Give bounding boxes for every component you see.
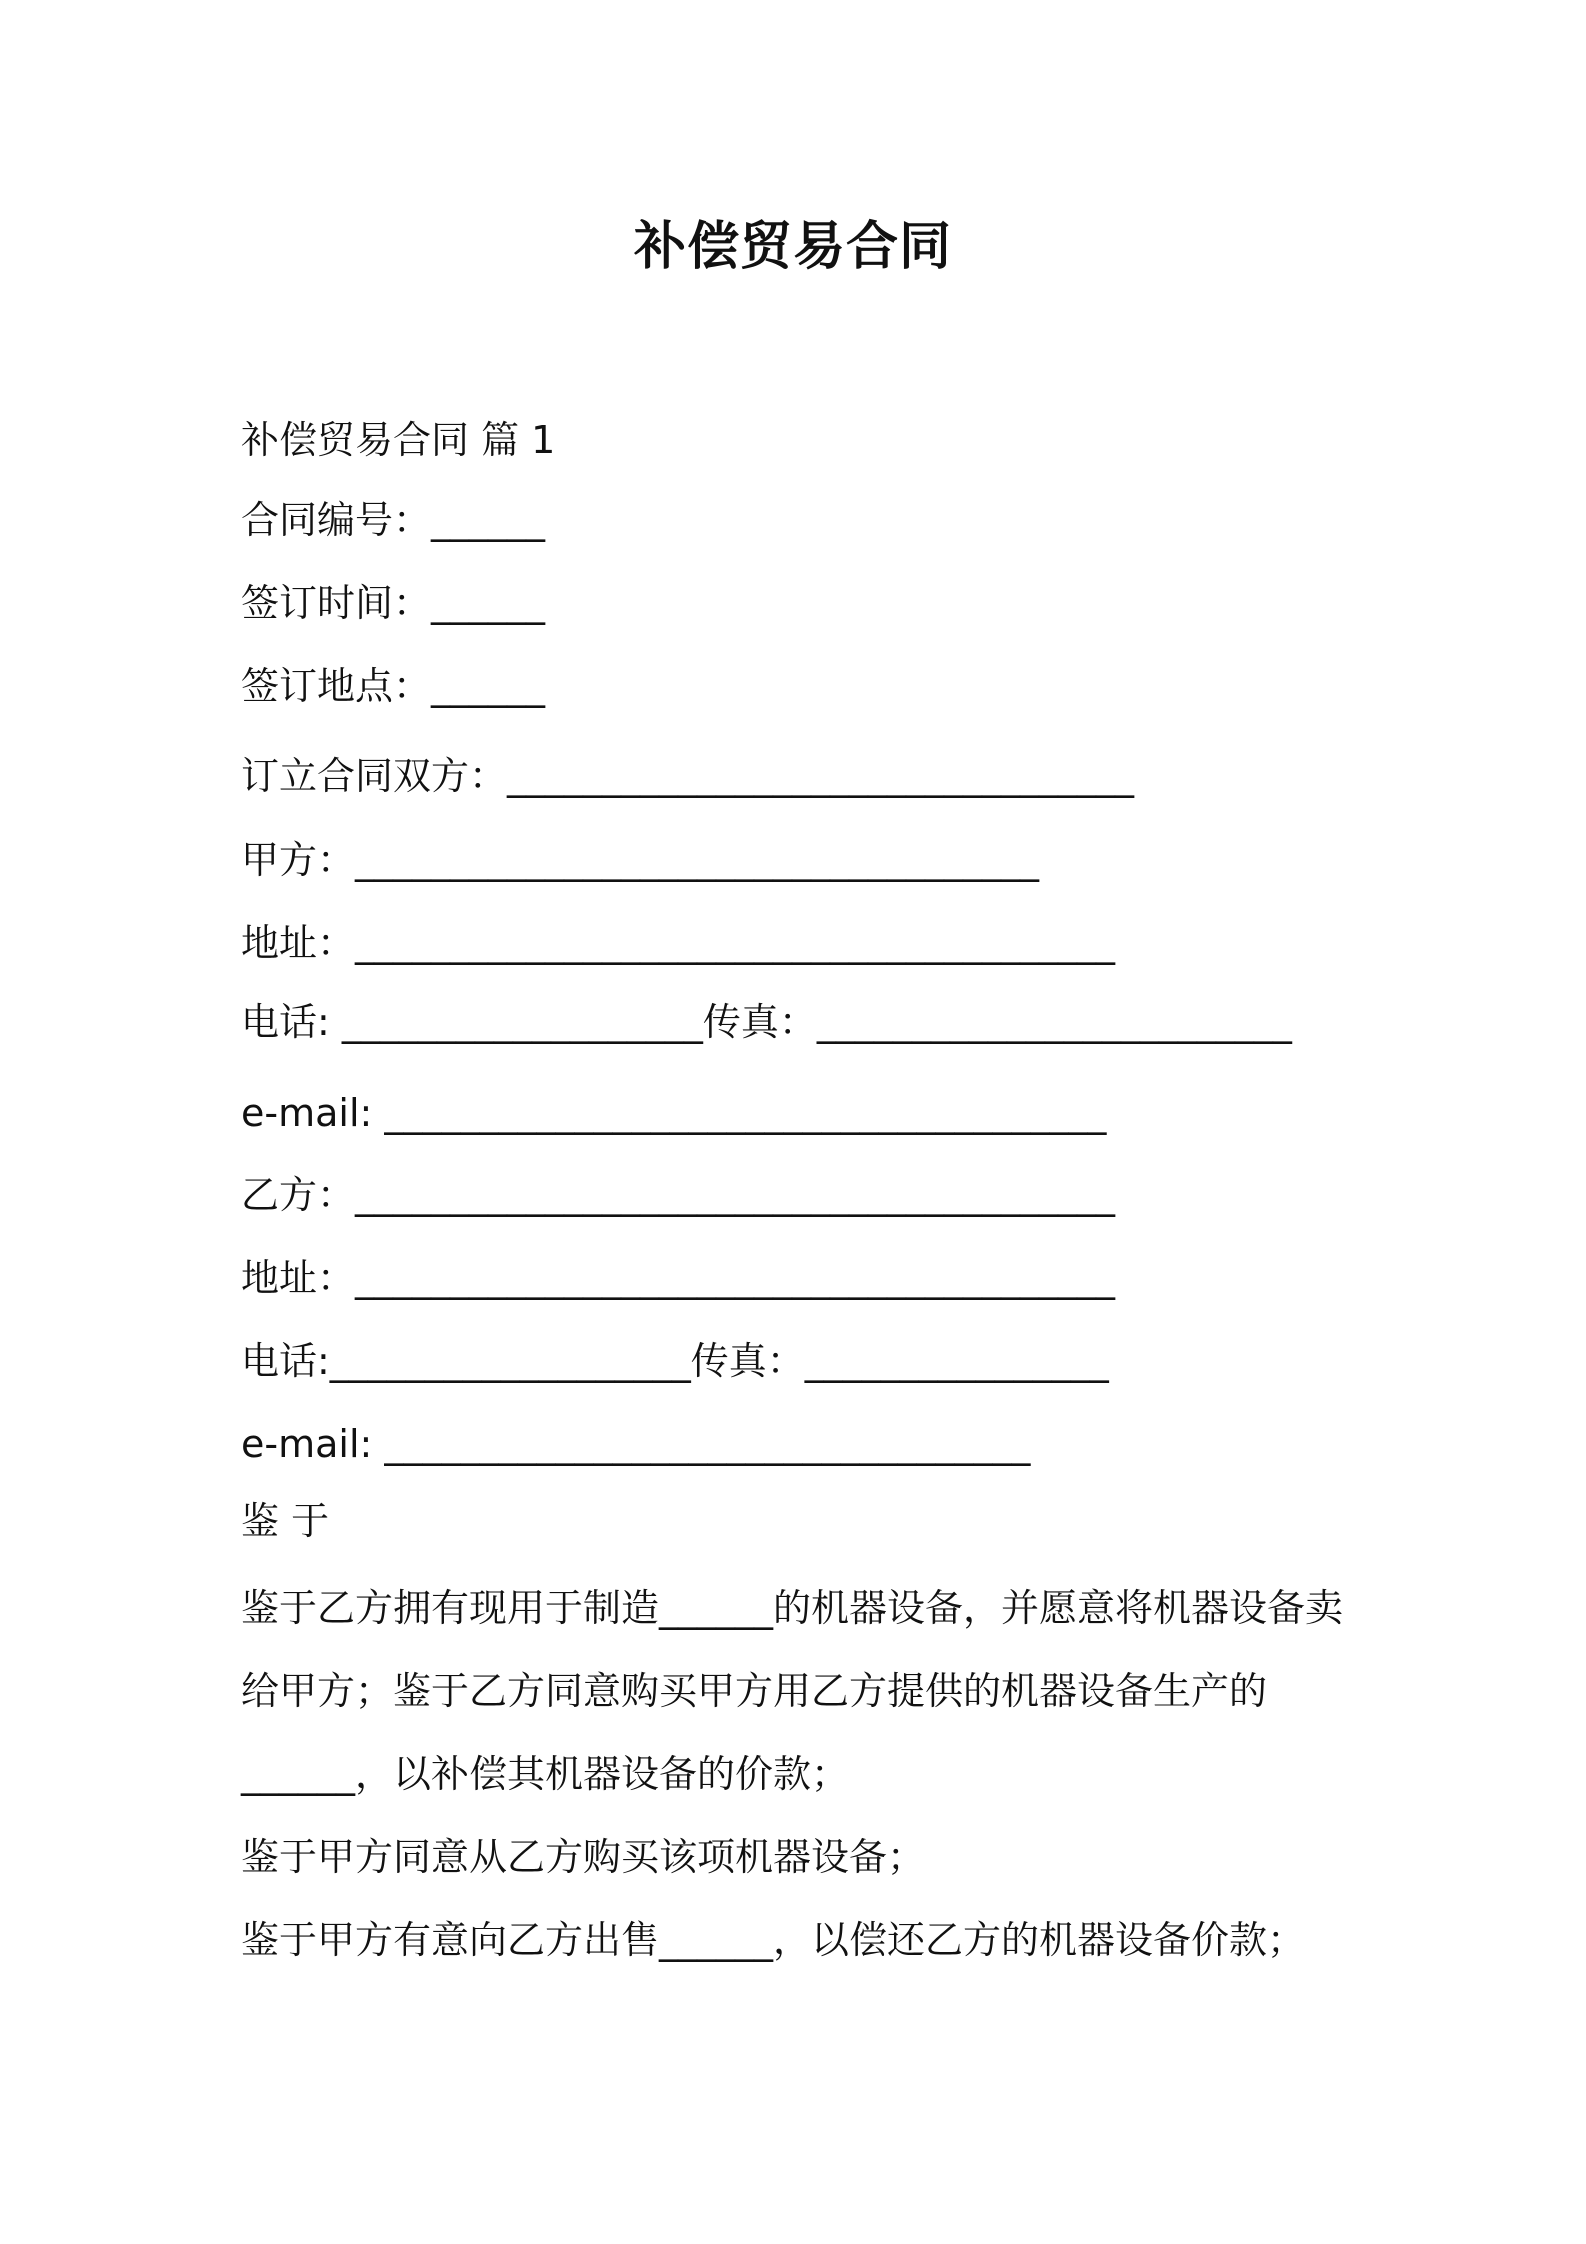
party-b-phone-fax-line: 电话:___________________传真：________________	[241, 1339, 1109, 1383]
party-a-line: 甲方：____________________________________	[241, 838, 1040, 882]
party-a-address-line: 地址：________________________________________	[241, 921, 1116, 965]
signing-place-line: 签订地点：______	[241, 664, 546, 708]
party-a-phone-fax-line: 电话: ___________________传真：_________________________	[241, 1000, 1292, 1044]
party-b-address-line: 地址：________________________________________	[241, 1256, 1116, 1300]
party-b-email-line: e-mail: __________________________________	[241, 1422, 1031, 1466]
party-b-line: 乙方：________________________________________	[241, 1173, 1116, 1217]
whereas-paragraph-line: 鉴于乙方拥有现用于制造______的机器设备，并愿意将机器设备卖	[241, 1586, 1344, 1630]
whereas-paragraph-line: 鉴于甲方有意向乙方出售______，以偿还乙方的机器设备价款；	[241, 1918, 1306, 1962]
signing-time-line: 签订时间：______	[241, 581, 546, 625]
party-a-email-line: e-mail: ______________________________________	[241, 1091, 1107, 1135]
document-title: 补偿贸易合同	[633, 217, 952, 277]
contract-number-line: 合同编号：______	[241, 498, 546, 542]
section-heading: 补偿贸易合同 篇 1	[241, 418, 556, 462]
whereas-heading: 鉴 于	[241, 1499, 330, 1543]
whereas-paragraph-line: 鉴于甲方同意从乙方购买该项机器设备；	[241, 1835, 926, 1879]
parties-line: 订立合同双方：_________________________________	[241, 754, 1135, 798]
whereas-paragraph-line: 给甲方；鉴于乙方同意购买甲方用乙方提供的机器设备生产的	[241, 1669, 1268, 1713]
whereas-paragraph-line: ______，以补偿其机器设备的价款；	[241, 1752, 850, 1796]
